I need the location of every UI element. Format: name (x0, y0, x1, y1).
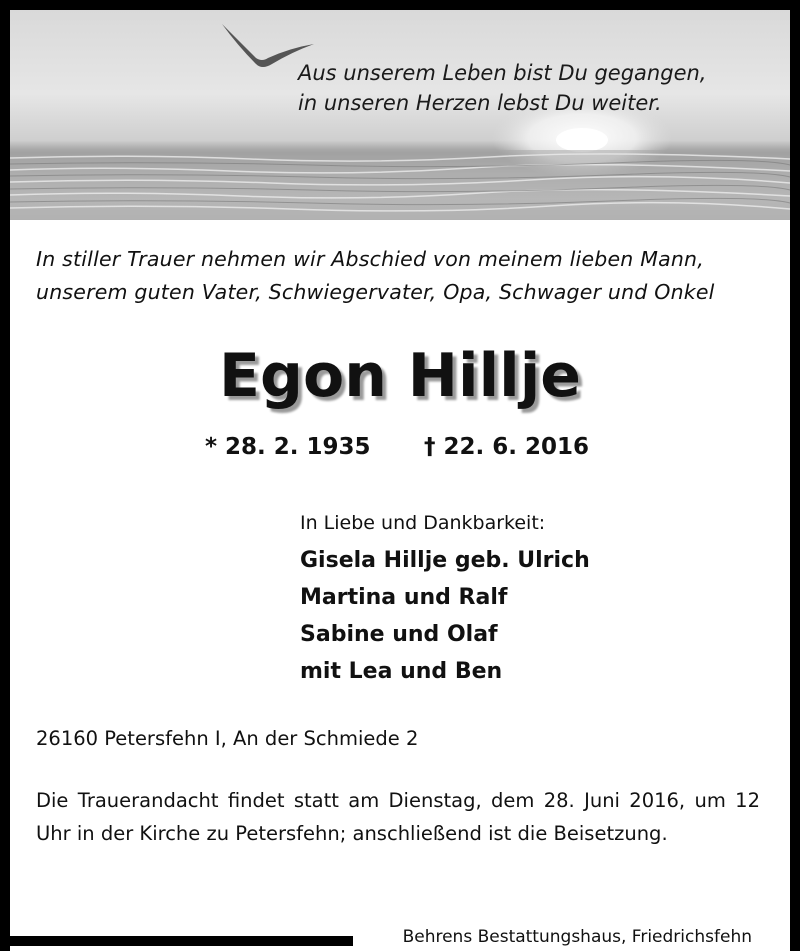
header-image (10, 10, 790, 220)
mourners-block (300, 508, 590, 690)
mourner-name: Gisela Hillje geb. Ulrich (300, 548, 590, 573)
birth-date: * 28. 2. 1935 (205, 434, 371, 460)
funeral-home: Behrens Bestattungshaus, Friedrichsfehn (402, 927, 752, 947)
intro-line-2: unserem guten Vater, Schwiegervater, Opa, Schwager und Onkel (36, 280, 715, 304)
service-announcement: Die Trauerandacht findet statt am Dienstag, dem 28. Juni 2016, um 12 Uhr in der Kirche zu Petersfehn; anschließend ist die Beisetzung. (36, 789, 760, 845)
motto-line-2: in unseren Herzen lebst Du weiter. (298, 91, 662, 115)
footer-bar (0, 936, 353, 946)
mourner-name: Martina und Ralf (300, 585, 508, 610)
motto-line-1: Aus unserem Leben bist Du gegangen, (298, 61, 707, 85)
intro-line-1: In stiller Trauer nehmen wir Abschied von meinem lieben Mann, (36, 247, 704, 271)
mourner-name: Sabine und Olaf (300, 622, 498, 647)
motto (298, 58, 706, 118)
intro-text (36, 243, 766, 309)
family-address: 26160 Petersfehn I, An der Schmiede 2 (36, 727, 419, 750)
sun-icon (556, 128, 608, 152)
mourners-heading: In Liebe und Dankbarkeit: (300, 512, 546, 534)
deceased-name: Egon Hillje (219, 341, 581, 411)
death-date: † 22. 6. 2016 (424, 434, 590, 460)
mourner-name: mit Lea und Ben (300, 659, 503, 684)
